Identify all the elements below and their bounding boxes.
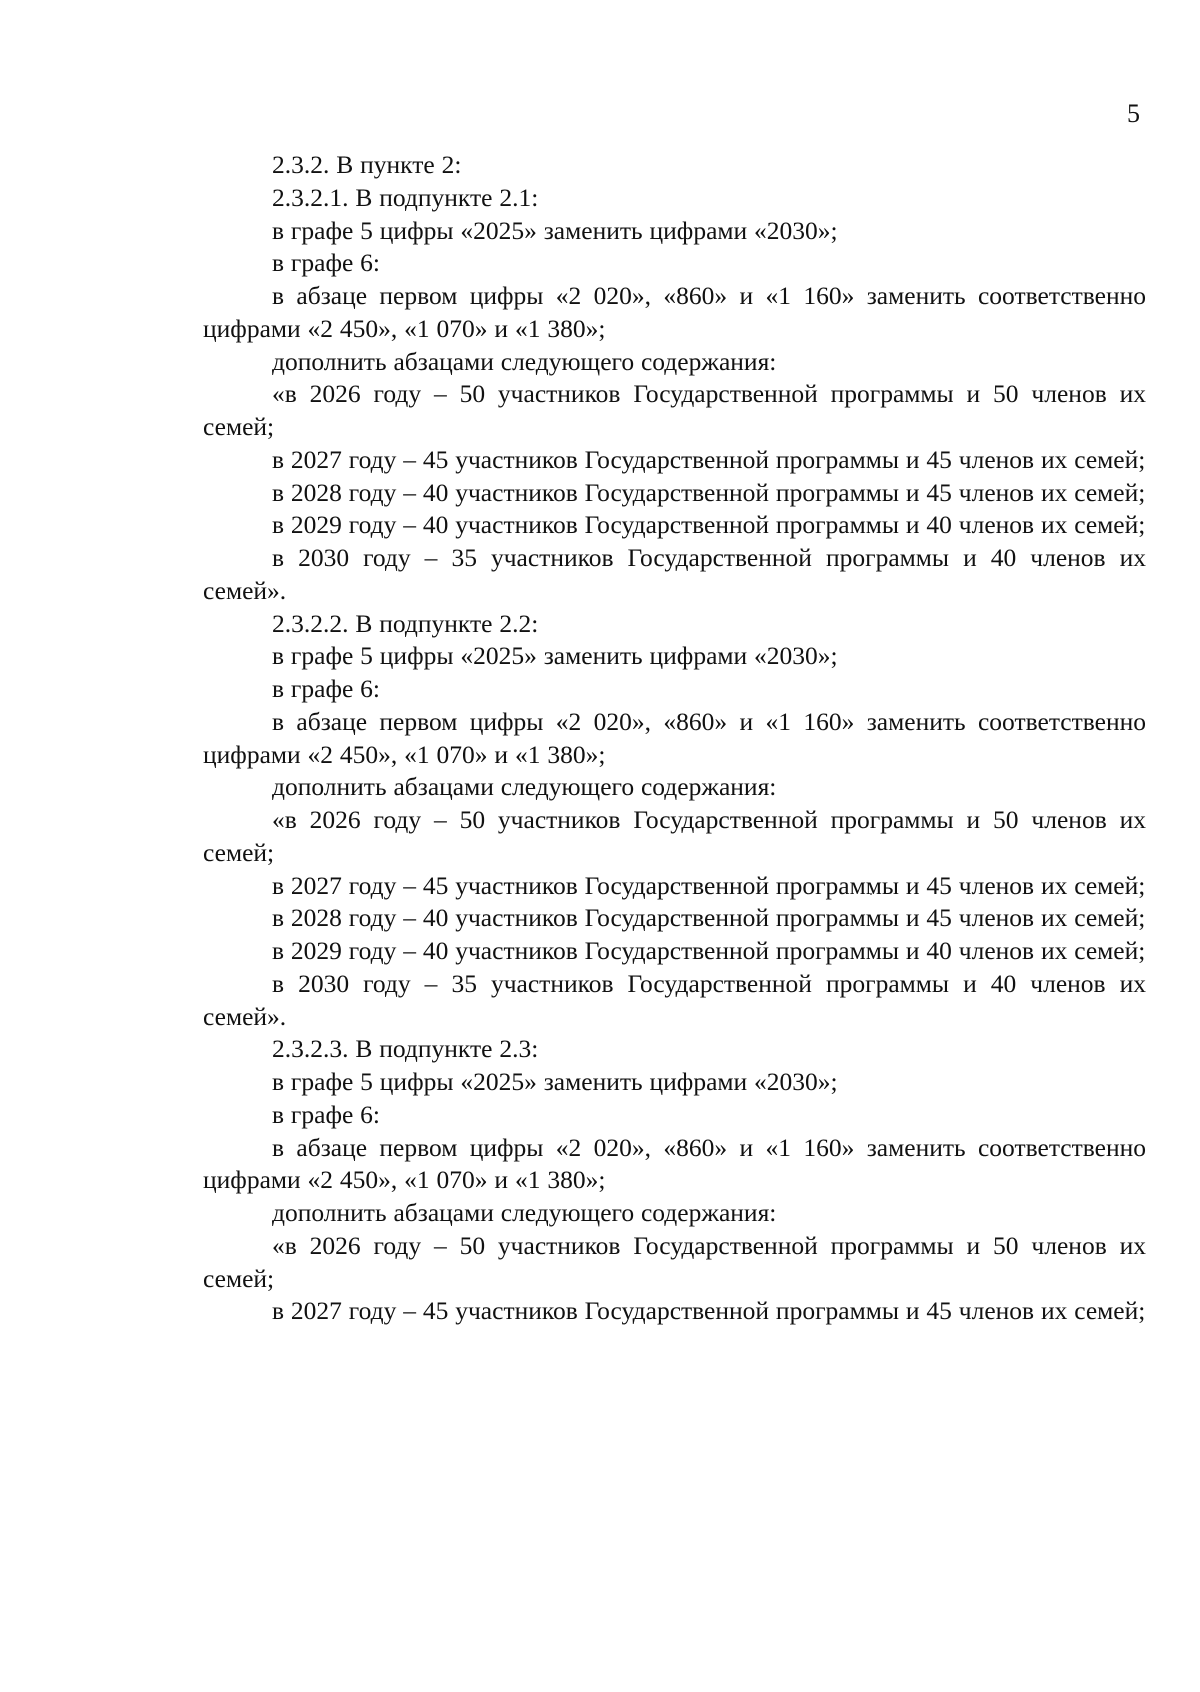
paragraph: в 2027 году – 45 участников Государственной программы и 45 членов их семей; bbox=[272, 870, 1146, 900]
paragraph: в графе 6: bbox=[272, 674, 380, 703]
paragraph: дополнить абзацами следующего содержания: bbox=[272, 772, 777, 802]
paragraph: в графе 5 цифры «2025» заменить цифрами «2030»; bbox=[272, 1067, 838, 1096]
paragraph: «в 2026 году – 50 участников Государственной программы и 50 членов их семей; bbox=[203, 1230, 1146, 1293]
page-number: 5 bbox=[1127, 99, 1140, 128]
paragraph: в 2029 году – 40 участников Государственной программы и 40 членов их семей; bbox=[272, 936, 1146, 965]
paragraph: в 2028 году – 40 участников Государственной программы и 45 членов их семей; bbox=[272, 903, 1146, 933]
paragraph-subsection-2-3-2-2: 2.3.2.2. В подпункте 2.2: bbox=[272, 608, 539, 638]
paragraph: в абзаце первом цифры «2 020», «860» и «1 160» заменить соответственно цифрами «2 450», «1 070» и «1 380»; bbox=[203, 1132, 1146, 1195]
paragraph: в абзаце первом цифры «2 020», «860» и «1 160» заменить соответственно цифрами «2 450», «1 070» и «1 380»; bbox=[203, 281, 1146, 343]
paragraph: в 2027 году – 45 участников Государственной программы и 45 членов их семей; bbox=[272, 1296, 1146, 1326]
paragraph: в графе 5 цифры «2025» заменить цифрами «2030»; bbox=[272, 215, 838, 245]
paragraph: в 2030 году – 35 участников Государственной программы и 40 членов их семей». bbox=[203, 968, 1146, 1031]
paragraph: в графе 6: bbox=[272, 1099, 380, 1129]
paragraph: дополнить абзацами следующего содержания: bbox=[272, 1198, 777, 1227]
paragraph-section-2-3-2: 2.3.2. В пункте 2: bbox=[272, 150, 462, 179]
paragraph-subsection-2-3-2-1: 2.3.2.1. В подпункте 2.1: bbox=[272, 182, 539, 212]
paragraph: в графе 6: bbox=[272, 248, 380, 278]
paragraph: в графе 5 цифры «2025» заменить цифрами «2030»; bbox=[272, 641, 838, 671]
paragraph: «в 2026 году – 50 участников Государственной программы и 50 членов их семей; bbox=[203, 805, 1146, 867]
paragraph: «в 2026 году – 50 участников Государственной программы и 50 членов их семей; bbox=[203, 379, 1146, 441]
paragraph-subsection-2-3-2-3: 2.3.2.3. В подпункте 2.3: bbox=[272, 1034, 539, 1064]
paragraph: в 2028 году – 40 участников Государственной программы и 45 членов их семей; bbox=[272, 477, 1146, 507]
paragraph: в 2029 году – 40 участников Государственной программы и 40 членов их семей; bbox=[272, 510, 1146, 540]
paragraph: в 2027 году – 45 участников Государственной программы и 45 членов их семей; bbox=[272, 444, 1146, 474]
paragraph: в абзаце первом цифры «2 020», «860» и «1 160» заменить соответственно цифрами «2 450», «1 070» и «1 380»; bbox=[203, 706, 1146, 769]
paragraph: дополнить абзацами следующего содержания: bbox=[272, 346, 777, 376]
document-body bbox=[203, 149, 1146, 1328]
paragraph: в 2030 году – 35 участников Государственной программы и 40 членов их семей». bbox=[203, 543, 1146, 605]
